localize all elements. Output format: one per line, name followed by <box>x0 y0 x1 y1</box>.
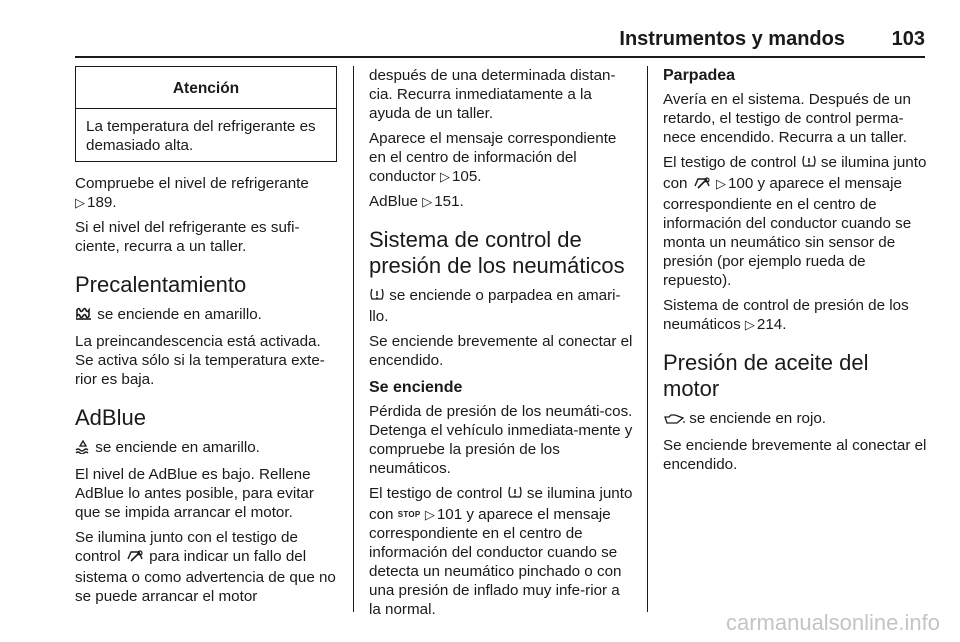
paragraph: Aparece el mensaje correspondiente en el centro de información del conductor ▷ 105. <box>369 130 617 185</box>
column-divider <box>647 66 648 612</box>
paragraph: AdBlue ▷ 151. <box>369 193 464 210</box>
paragraph: La preincandescencia está activada. Se activa sólo si la temperatura exte-rior es baja. <box>75 333 325 388</box>
tire-pressure-icon <box>801 154 817 174</box>
paragraph: Se enciende brevemente al conectar el encendido. <box>369 333 633 369</box>
stop-indicator: STOP <box>397 510 421 519</box>
reference-arrow-icon: ▷ <box>75 195 85 210</box>
paragraph: se enciende en rojo. <box>663 409 927 430</box>
paragraph: Avería en el sistema. Después de un retardo, el testigo de control perma-nece encendido. Recurra a un taller. <box>663 91 911 146</box>
heading-se-enciende: Se enciende <box>369 379 463 396</box>
column-2 <box>369 66 633 625</box>
paragraph: se enciende o parpadea en amari-llo. <box>369 287 621 325</box>
reference-arrow-icon: ▷ <box>422 194 433 209</box>
warning-box-text: La temperatura del refrigerante es demasiado alta. <box>86 118 316 154</box>
section-title: Instrumentos y mandos <box>619 28 845 50</box>
column-3 <box>663 66 927 480</box>
paragraph: Se enciende brevemente al conectar el encendido. <box>663 437 927 473</box>
service-wrench-car-icon <box>692 176 712 195</box>
header-rule <box>75 56 925 58</box>
paragraph: Pérdida de presión de los neumáti-cos. Detenga el vehículo inmediata-mente y compruebe la presión de los neumáticos. <box>369 403 633 477</box>
tire-pressure-icon <box>369 287 385 307</box>
paragraph: El testigo de control se ilumina junto con STOP ▷ 101 y aparece el mensaje correspondiente en el centro de información del conductor cuando se detecta un neumático pinchado o con una presión de inflado muy infe-rior a la normal. <box>369 485 633 618</box>
reference-arrow-icon: ▷ <box>715 176 726 191</box>
heading-parpadea: Parpadea <box>663 67 736 84</box>
glow-plug-icon <box>75 307 93 326</box>
heading-presion-aceite: Presión de aceite del motor <box>663 350 869 401</box>
warning-box-title: Atención <box>76 67 336 109</box>
column-divider <box>353 66 354 612</box>
reference-arrow-icon: ▷ <box>744 317 755 332</box>
adblue-icon <box>75 440 91 459</box>
reference-arrow-icon: ▷ <box>424 507 435 522</box>
heading-precalentamiento: Precalentamiento <box>75 272 247 297</box>
paragraph: Si el nivel del refrigerante es sufi-ciente, recurra a un taller. <box>75 219 300 255</box>
warning-box <box>75 66 337 162</box>
heading-tpms: Sistema de control de presión de los neumáticos <box>369 227 625 278</box>
service-wrench-car-icon <box>125 549 145 568</box>
paragraph: se enciende en amarillo. <box>75 305 337 326</box>
paragraph: Sistema de control de presión de los neumáticos ▷ 214. <box>663 297 909 333</box>
paragraph: Compruebe el nivel de refrigerante ▷ 189. <box>75 175 309 211</box>
page-header <box>75 28 925 52</box>
oil-can-icon <box>663 411 685 430</box>
watermark: carmanualsonline.info <box>725 610 940 635</box>
paragraph: se enciende en amarillo. <box>75 438 337 459</box>
tire-pressure-icon <box>507 485 523 505</box>
paragraph: El nivel de AdBlue es bajo. Rellene AdBlue lo antes posible, para evitar que se impida arrancar el motor. <box>75 466 314 521</box>
page-number: 103 <box>891 28 925 50</box>
reference-arrow-icon: ▷ <box>439 169 450 184</box>
column-1 <box>75 66 337 612</box>
paragraph: El testigo de control se ilumina junto con ▷ 100 y aparece el mensaje correspondiente en el centro de información del conductor cuando se monta un neumático sin sensor de presión (por ejemplo rueda de repuesto). <box>663 154 927 289</box>
heading-adblue: AdBlue <box>75 405 146 430</box>
paragraph: Se ilumina junto con el testigo de control para indicar un fallo del sistema o como advertencia de que no se puede arrancar el motor <box>75 529 336 605</box>
paragraph: después de una determinada distan-cia. Recurra inmediatamente a la ayuda de un taller. <box>369 67 616 122</box>
